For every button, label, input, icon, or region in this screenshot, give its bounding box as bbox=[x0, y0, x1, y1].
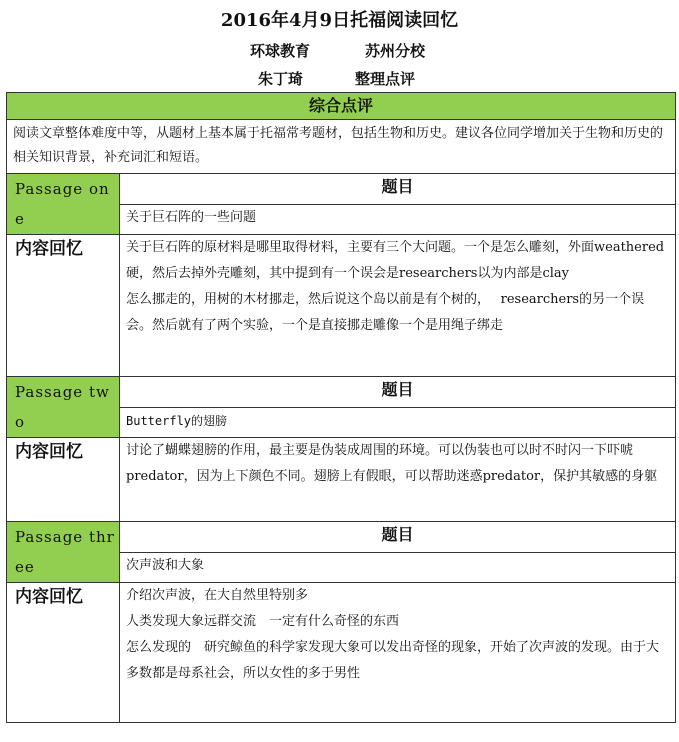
reading-recall-table bbox=[6, 92, 676, 723]
recall-label: 内容回忆 bbox=[7, 235, 120, 377]
passage-name: Passage one bbox=[7, 174, 120, 235]
topic-heading: 题目 bbox=[120, 174, 676, 205]
recall-label: 内容回忆 bbox=[7, 438, 120, 522]
passage-name: Passage three bbox=[7, 522, 120, 583]
topic-text: 次声波和大象 bbox=[120, 552, 676, 583]
recall-line: 怎么发现的 研究鲸鱼的科学家发现大象可以发出奇怪的现象，开始了次声波的发现。由于大多数都是母系社会，所以女性的多于男性 bbox=[126, 640, 660, 681]
author-line bbox=[0, 68, 679, 90]
org-line bbox=[0, 40, 679, 62]
summary-heading: 综合点评 bbox=[7, 93, 676, 120]
org-name: 环球教育 bbox=[250, 42, 311, 60]
recall-label: 内容回忆 bbox=[7, 583, 120, 723]
recall-line: 介绍次声波，在大自然里特别多 bbox=[126, 588, 309, 603]
recall-text bbox=[120, 583, 676, 723]
passage-name: Passage two bbox=[7, 377, 120, 438]
recall-line: 怎么挪走的，用树的木材挪走，然后说这个岛以前是有个树的， researchers的另一个误会。然后就有了两个实验，一个是直接挪走雕像一个是用绳子绑走 bbox=[126, 292, 645, 333]
topic-text: Butterfly的翅膀 bbox=[120, 407, 676, 438]
recall-line: 关于巨石阵的原材料是哪里取得材料，主要有三个大问题。一个是怎么雕刻，外面weathered硬，然后去掉外壳雕刻，其中提到有一个误会是researchers以为内部是clay bbox=[126, 240, 665, 281]
author-name: 朱丁琦 bbox=[258, 70, 304, 88]
topic-heading: 题目 bbox=[120, 522, 676, 553]
recall-line: 人类发现大象远群交流 一定有什么奇怪的东西 bbox=[126, 614, 400, 629]
recall-text bbox=[120, 438, 676, 522]
branch-name: 苏州分校 bbox=[365, 42, 426, 60]
topic-text: 关于巨石阵的一些问题 bbox=[120, 204, 676, 235]
page-title: 2016年4月9日托福阅读回忆 bbox=[220, 10, 459, 31]
recall-text bbox=[120, 235, 676, 377]
summary-text: 阅读文章整体难度中等，从题材上基本属于托福常考题材，包括生物和历史。建议各位同学增加关于生物和历史的相关知识背景，补充词汇和短语。 bbox=[7, 120, 676, 174]
topic-heading: 题目 bbox=[120, 377, 676, 408]
author-role: 整理点评 bbox=[355, 70, 416, 88]
recall-line: 讨论了蝴蝶翅膀的作用，最主要是伪装成周围的环境。可以伪装也可以时不时闪一下吓唬predator，因为上下颜色不同。翅膀上有假眼，可以帮助迷惑predator，保护其敏感的身躯 bbox=[126, 443, 658, 484]
